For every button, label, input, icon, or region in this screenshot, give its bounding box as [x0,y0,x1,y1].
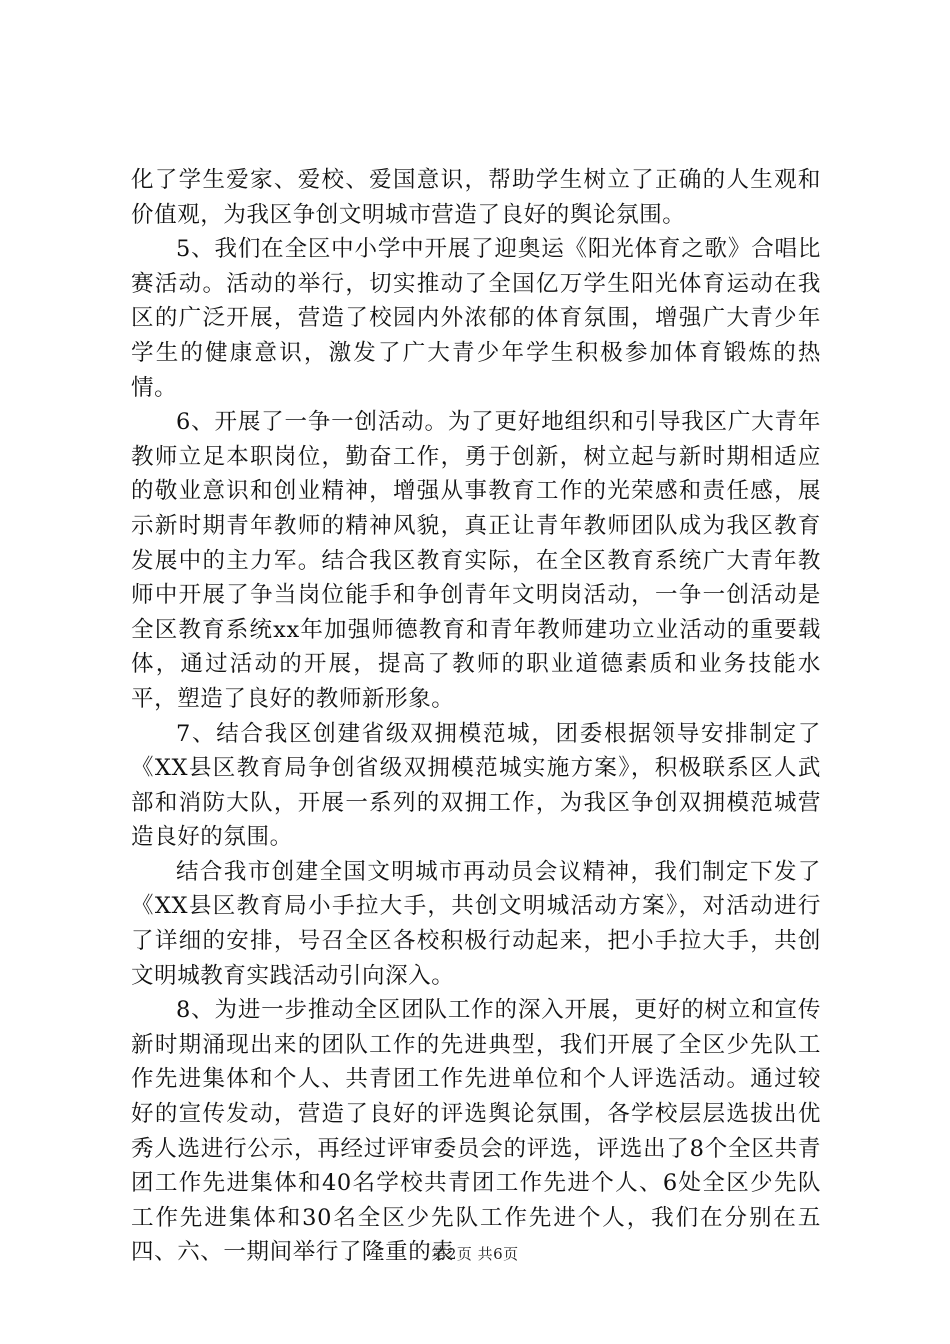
paragraph: 化了学生爱家、爱校、爱国意识，帮助学生树立了正确的人生观和价值观，为我区争创文明城市营造了良好的舆论氛围。 [131,167,821,228]
paragraph: 8、为进一步推动全区团队工作的深入开展，更好的树立和宣传新时期涌现出来的团队工作的先进典型，我们开展了全区少先队工作先进集体和个人、共青团工作先进单位和个人评选活动。通过较好的宣传发动，营造了良好的评选舆论氛围，各学校层层选拔出优秀人选进行公示，再经过评审委员会的评选，评选出了8个全区共青团工作先进集体和40名学校共青团工作先进个人、6处全区少先队工作先进集体和30名全区少先队工作先进个人，我们在分别在五四、六、一期间举行了隆重的表 [131,997,821,1266]
paragraph: 5、我们在全区中小学中开展了迎奥运《阳光体育之歌》合唱比赛活动。活动的举行，切实推动了全国亿万学生阳光体育运动在我区的广泛开展，营造了校园内外浓郁的体育氛围，增强广大青少年学生的健康意识，激发了广大青少年学生积极参加体育锻炼的热情。 [131,236,821,401]
paragraph: 结合我市创建全国文明城市再动员会议精神，我们制定下发了《XX县区教育局小手拉大手，共创文明城活动方案》，对活动进行了详细的安排，号召全区各校积极行动起来，把小手拉大手，共创文明城教育实践活动引向深入。 [131,858,821,989]
document-body [131,163,821,1270]
paragraph: 7、结合我区创建省级双拥模范城，团委根据领导安排制定了《XX县区教育局争创省级双拥模范城实施方案》，积极联系区人武部和消防大队，开展一系列的双拥工作，为我区争创双拥模范城营造良好的氛围。 [131,720,821,851]
paragraph: 6、开展了一争一创活动。为了更好地组织和引导我区广大青年教师立足本职岗位，勤奋工作，勇于创新，树立起与新时期相适应的敬业意识和创业精神，增强从事教育工作的光荣感和责任感，展示新时期青年教师的精神风貌，真正让青年教师团队成为我区教育发展中的主力军。结合我区教育实际，在全区教育系统广大青年教师中开展了争当岗位能手和争创青年文明岗活动，一争一创活动是全区教育系统xx年加强师德教育和青年教师建功立业活动的重要载体，通过活动的开展，提高了教师的职业道德素质和业务技能水平，塑造了良好的教师新形象。 [131,409,821,712]
page-number-footer: 第2页 共6页 [431,1245,519,1263]
